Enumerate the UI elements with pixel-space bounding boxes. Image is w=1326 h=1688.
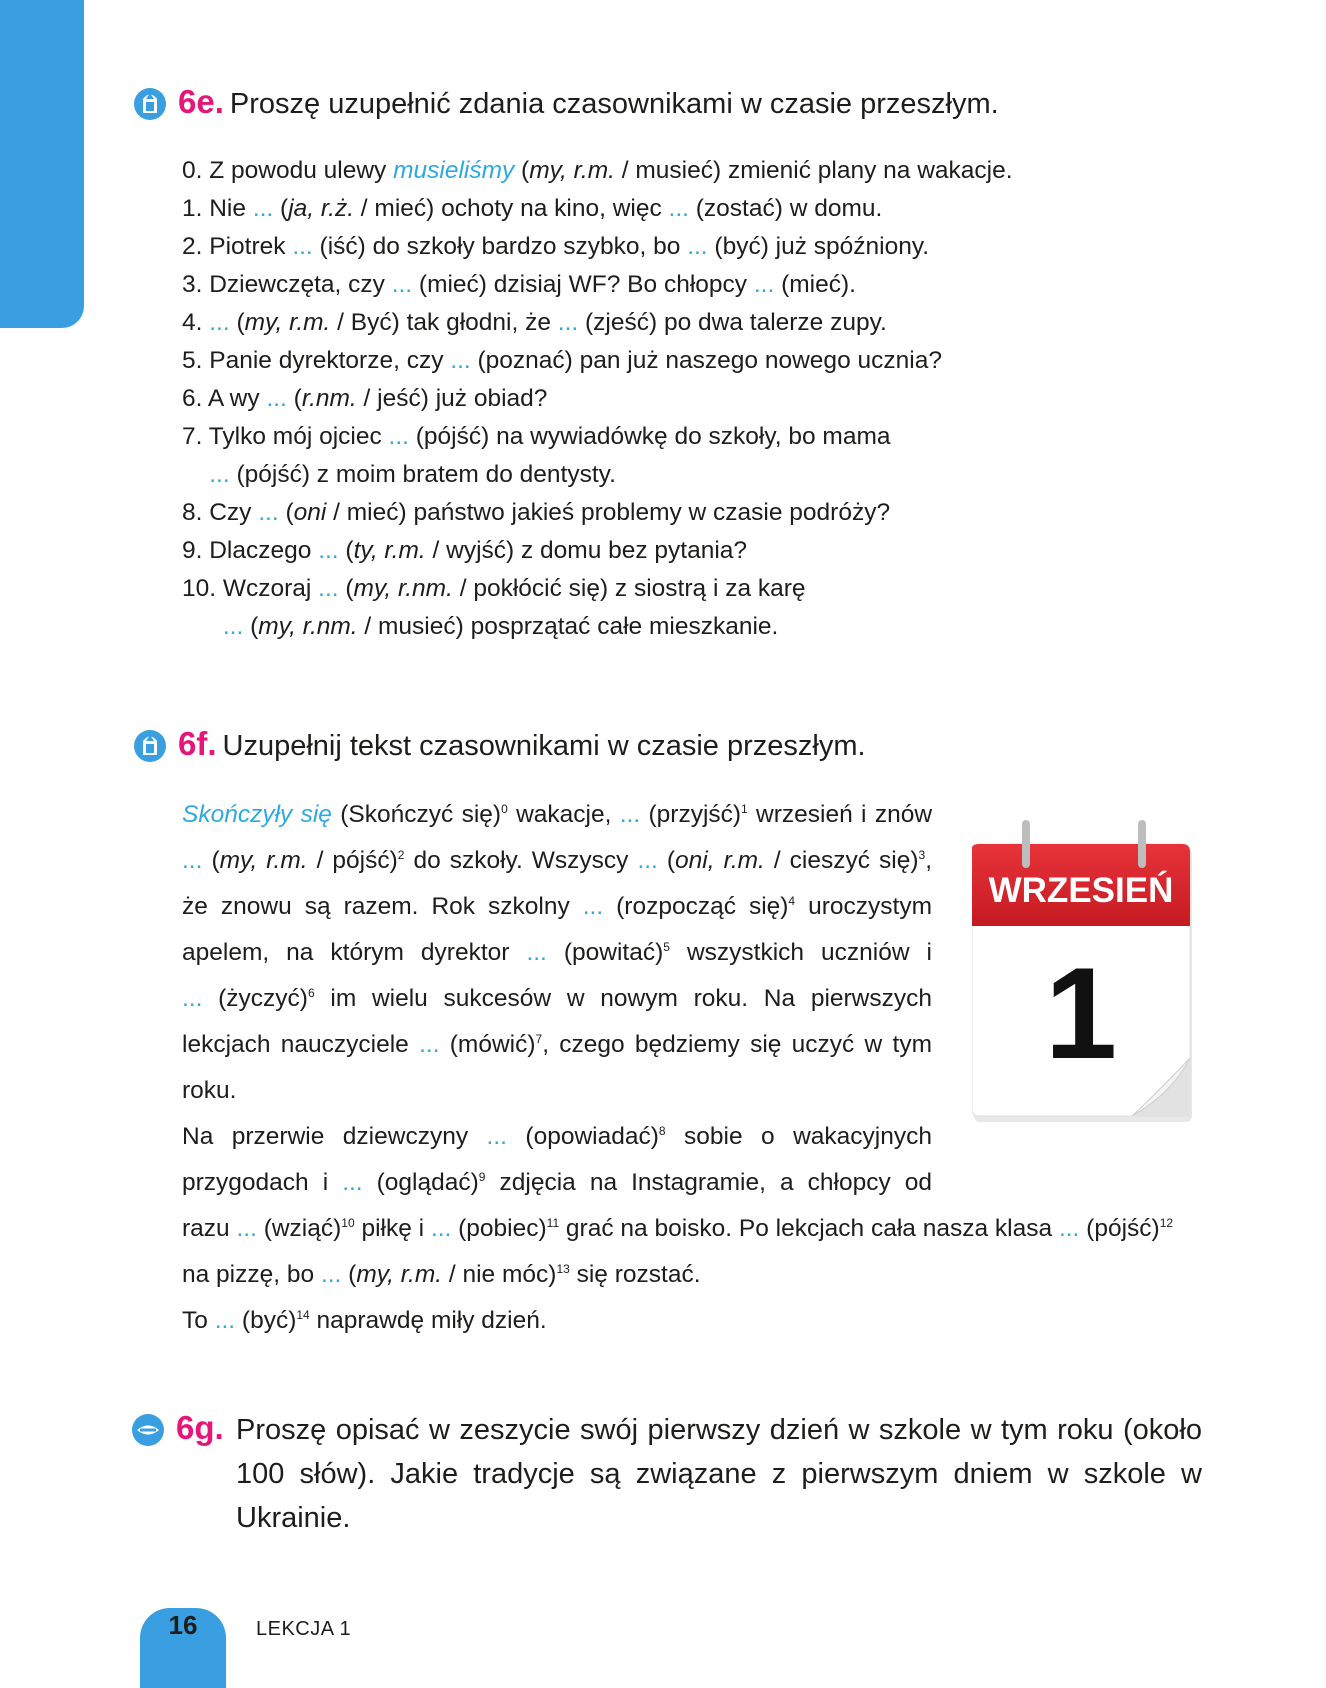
answer-blank: ... [526,939,547,966]
text-run: (mieć) dzisiaj WF? Bo chłopcy [412,271,754,298]
text-run: (wziąć) [256,1215,342,1242]
text-run: / Być) tak głodni, że [330,309,558,336]
footnote-number: 14 [296,1307,310,1322]
footnote-number: 3 [918,847,926,862]
footnote-number: 10 [341,1215,355,1230]
answer-blank: ... [182,985,203,1012]
text-run: roku. [182,1077,237,1104]
text-run: / jeść) już obiad? [356,385,548,412]
answer-blank: ... [668,195,689,222]
lesson-label: LEKCJA 1 [256,1618,352,1640]
grammar-hint: r.nm. [301,385,357,412]
text-run: 2. Piotrek [182,233,293,260]
text-run: (poznać) pan już naszego nowego ucznia? [470,347,942,374]
answer-blank: ... [582,893,604,920]
text-run: apelem, na którym dyrektor [182,939,527,966]
text-run: 3. Dziewczęta, czy [182,271,392,298]
exercise-6f-text [182,792,1174,1344]
text-line [182,976,932,1022]
answer-blank: ... [222,613,244,640]
text-run: ( [273,195,289,222]
text-run: razu [182,1215,237,1242]
exercise-item [182,494,1142,532]
text-run: ( [514,157,530,184]
text-run: (pójść) na wywiadówkę do szkoły, bo mama [408,423,891,450]
text-run: / mieć) państwo jakieś problemy w czasie podróży? [326,499,891,526]
task-6e-number: 6e. [178,83,224,120]
footnote-number: 9 [478,1169,486,1184]
text-run: 0. Z powodu ulewy [182,157,394,184]
exercise-6e-list [182,152,1142,646]
text-run: , czego będziemy się uczyć w tym [542,1031,932,1058]
text-run: (Skończyć się) [331,801,502,828]
text-run: ( [278,499,294,526]
text-run [182,613,223,640]
answer-blank: ... [388,423,409,450]
text-run: / musieć) posprzątać całe mieszkanie. [357,613,779,640]
exercise-item [182,342,1142,380]
pencil-icon [133,729,167,763]
answer-blank: ... [266,385,287,412]
answer-blank: ... [209,461,230,488]
answer-blank: ... [258,499,279,526]
text-run: 10. Wczoraj [182,575,319,602]
text-run: 9. Dlaczego [182,537,319,564]
answer-blank: ... [214,1307,236,1334]
calendar-day: 1 [1044,940,1118,1086]
text-run: lekcjach nauczyciele [182,1031,420,1058]
text-run: 7. Tylko mój ojciec [182,423,389,450]
task-6g-number: 6g. [176,1409,224,1446]
text-run: przygodach i [182,1169,343,1196]
answer-blank: ... [318,537,339,564]
footnote-number: 12 [1159,1215,1174,1230]
calendar-image [972,818,1194,1124]
footnote-number: 5 [663,939,670,954]
text-run: ( [657,847,676,874]
text-run: (życzyć) [202,985,308,1012]
answer-blank: ... [320,1261,342,1288]
exercise-item [182,532,1142,570]
text-run: ( [341,1261,357,1288]
footnote-number: 4 [788,893,796,908]
answer-blank: ... [209,309,230,336]
answer-blank: ... [619,801,641,828]
exercise-item [182,608,1142,646]
answer-blank: ... [236,1215,257,1242]
text-run: do szkoły. Wszyscy [404,847,638,874]
text-run: / wyjść) z domu bez pytania? [425,537,748,564]
task-6e-instruction: Proszę uzupełnić zdania czasownikami w czasie przeszłym. [229,88,999,120]
text-run: zdjęcia na Instagramie, a chłopcy od [485,1169,932,1196]
exercise-item [182,190,1142,228]
text-run: / cieszyć się) [764,847,919,874]
text-run: / mieć) ochoty na kino, więc [354,195,669,222]
grammar-hint: my, r.nm. [258,613,358,640]
grammar-hint: my, r.m. [356,1261,443,1288]
pencil-icon [133,87,167,121]
text-run [182,461,209,488]
text-run: na pizzę, bo [182,1261,321,1288]
footnote-number: 6 [307,985,315,1000]
example-answer: Skończyły się [182,801,332,828]
task-6f-title [178,724,866,766]
text-run: (być) [235,1307,297,1334]
footnote-number: 11 [546,1215,560,1230]
text-run: (powitać) [546,939,664,966]
footnote-number: 2 [397,847,405,862]
text-run: Na przerwie dziewczyny [182,1123,487,1150]
exercise-item [182,570,1142,608]
text-run: (pójść) z moim bratem do dentysty. [229,461,616,488]
text-run: (opowiadać) [506,1123,659,1150]
text-run: ( [202,847,220,874]
answer-blank: ... [391,271,413,298]
task-6g-instruction: Proszę opisać w zeszycie swój pierwszy dzień w szkole w tym roku (około 100 słów). Jakie tradycje są związane z pierwszym dniem w szkole w Ukrainie. [236,1414,1202,1534]
text-line [182,838,932,884]
task-6f-number: 6f. [178,725,217,762]
grammar-hint: my, r.m. [529,157,615,184]
answer-blank: ... [430,1215,452,1242]
answer-blank: ... [342,1169,363,1196]
text-line [182,1068,932,1114]
exercise-item [182,380,1142,418]
grammar-hint: oni [293,499,327,526]
example-answer: musieliśmy [393,157,515,184]
text-run: sobie o wakacyjnych [665,1123,933,1150]
text-line [182,1022,932,1068]
answer-blank: ... [318,575,339,602]
text-run: / pójść) [307,847,398,874]
side-color-tab [0,0,84,328]
answer-blank: ... [252,195,274,222]
text-line [182,1114,932,1160]
answer-blank: ... [557,309,579,336]
text-run: 8. Czy [182,499,259,526]
text-run: 5. Panie dyrektorze, czy [182,347,451,374]
answer-blank: ... [753,271,775,298]
grammar-hint: my, r.m. [219,847,308,874]
answer-blank: ... [292,233,313,260]
text-run: (zostać) w domu. [688,195,883,222]
answer-blank: ... [687,233,708,260]
speaking-mouth-icon [131,1413,165,1447]
text-line [182,930,932,976]
text-run: piłkę i [354,1215,431,1242]
task-6f-instruction: Uzupełnij tekst czasownikami w czasie przeszłym. [222,730,866,762]
exercise-item [182,152,1142,190]
calendar-month: WRZESIEŃ [988,871,1174,910]
footnote-number: 7 [535,1031,543,1046]
grammar-hint: oni, r.m. [675,847,765,874]
text-run: ( [338,575,354,602]
text-run: uroczystym [795,893,932,920]
answer-blank: ... [182,847,203,874]
text-run: (oglądać) [362,1169,479,1196]
text-run: 6. A wy [182,385,267,412]
text-run: (przyjść) [640,801,742,828]
exercise-item [182,304,1142,342]
text-run: ( [243,613,259,640]
text-run: wszystkich uczniów i [669,939,932,966]
text-run: (mieć). [774,271,856,298]
answer-blank: ... [637,847,658,874]
text-run: wakacje, [507,801,620,828]
text-run: naprawdę miły dzień. [309,1307,547,1334]
footnote-number: 1 [741,801,748,816]
text-line [182,1206,1202,1252]
grammar-hint: my, r.nm. [353,575,453,602]
footnote-number: 8 [658,1123,666,1138]
text-run: / nie móc) [442,1261,557,1288]
page-number: 16 [168,1610,198,1640]
answer-blank: ... [1058,1215,1080,1242]
answer-blank: ... [419,1031,440,1058]
exercise-item [182,266,1142,304]
footnote-number: 13 [556,1261,570,1276]
text-run: im wielu sukcesów w nowym roku. Na pierwszych [314,985,932,1012]
text-run: że znowu są razem. Rok szkolny [182,893,583,920]
text-run: wrzesień i znów [747,801,933,828]
exercise-item [182,456,1142,494]
text-run: (być) już spóźniony. [707,233,930,260]
task-6e-title [178,82,999,124]
text-run: (rozpocząć się) [603,893,789,920]
text-line [182,1298,1202,1344]
text-run: (zjeść) po dwa talerze zupy. [578,309,887,336]
text-run: ( [338,537,354,564]
text-line [182,884,932,930]
text-run: / musieć) zmienić plany na wakacje. [614,157,1013,184]
text-line [182,1160,932,1206]
answer-blank: ... [486,1123,507,1150]
footnote-number: 0 [501,801,508,816]
grammar-hint: ty, r.m. [353,537,426,564]
text-run: (mówić) [439,1031,536,1058]
text-run: (pobiec) [451,1215,547,1242]
answer-blank: ... [450,347,471,374]
exercise-item [182,418,1142,456]
text-run: grać na boisko. Po lekcjach cała nasza klasa [559,1215,1059,1242]
text-run: ( [286,385,302,412]
grammar-hint: ja, r.ż. [288,195,354,222]
text-run: (iść) do szkoły bardzo szybko, bo [312,233,688,260]
text-run: / pokłócić się) z siostrą i za karę [452,575,806,602]
text-run: 4. [182,309,210,336]
text-run: 1. Nie [182,195,253,222]
text-run: się rozstać. [569,1261,701,1288]
text-line [182,792,932,838]
text-run: To [182,1307,215,1334]
exercise-item [182,228,1142,266]
text-run: , [925,847,932,874]
task-6g-number-wrap [176,1408,230,1450]
text-run: (pójść) [1079,1215,1160,1242]
text-run: ( [229,309,245,336]
grammar-hint: my, r.m. [244,309,331,336]
text-line [182,1252,1202,1298]
